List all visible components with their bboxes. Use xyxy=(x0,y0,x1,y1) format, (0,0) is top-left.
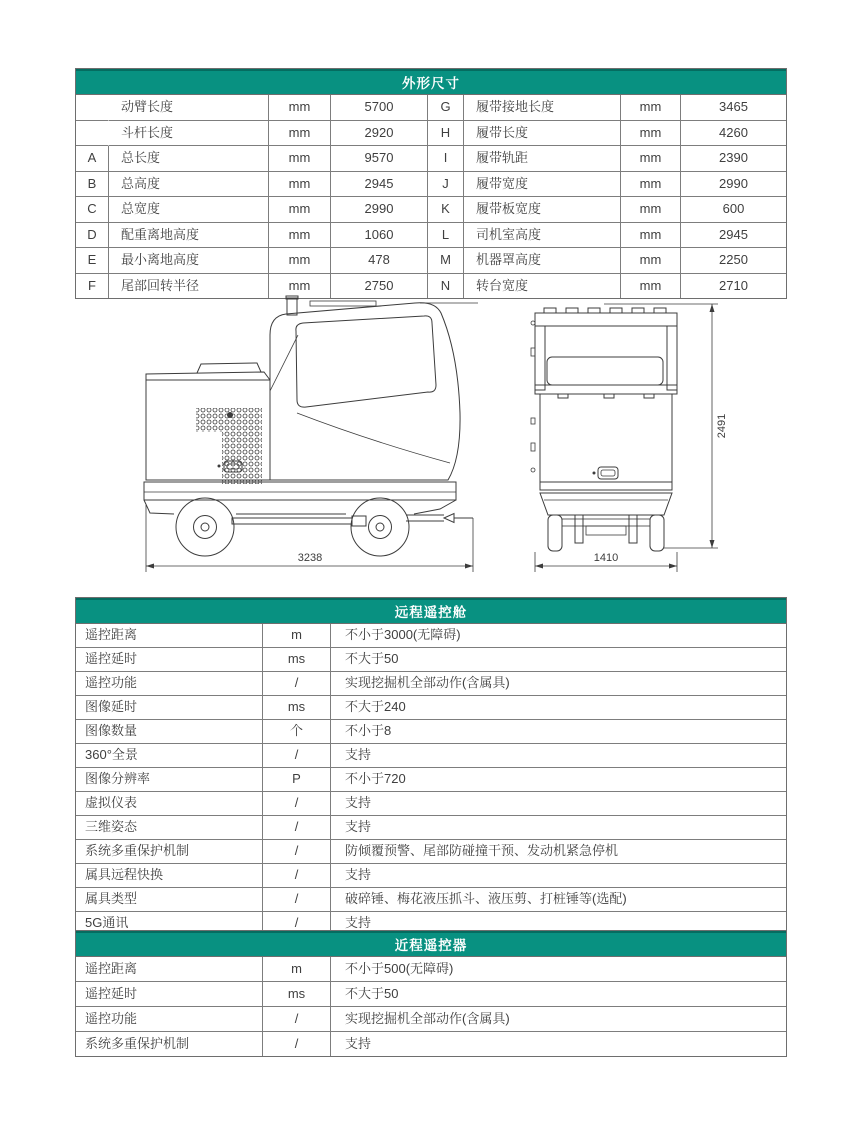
cell-letter_r: N xyxy=(428,274,464,299)
table-row xyxy=(76,95,786,121)
table-title-remote-cabin: 远程遥控舱 xyxy=(76,598,786,624)
cell-unit_l: mm xyxy=(269,146,331,172)
cell-value: 不大于50 xyxy=(331,982,786,1007)
antenna-detail xyxy=(286,296,298,315)
cell-unit_l: mm xyxy=(269,197,331,223)
cell-unit: / xyxy=(263,792,331,816)
cell-label: 图像延时 xyxy=(76,696,263,720)
cell-label_r: 履带宽度 xyxy=(464,172,621,198)
remote-controller-body xyxy=(76,957,786,1056)
cell-label_r: 机器罩高度 xyxy=(464,248,621,274)
cell-value: 支持 xyxy=(331,816,786,840)
roof-detail xyxy=(535,308,677,326)
table-row xyxy=(76,1032,786,1056)
cell-letter_r: K xyxy=(428,197,464,223)
table-row xyxy=(76,864,786,888)
cell-value: 防倾覆预警、尾部防碰撞干预、发动机紧急停机 xyxy=(331,840,786,864)
cell-label_r: 转台宽度 xyxy=(464,274,621,299)
table-row xyxy=(76,223,786,249)
table-row xyxy=(76,1007,786,1032)
dimension-rear-width xyxy=(535,552,677,572)
rear-body xyxy=(531,321,672,490)
cell-label: 5G通讯 xyxy=(76,912,263,935)
table-row xyxy=(76,172,786,198)
cell-unit: ms xyxy=(263,982,331,1007)
cell-label: 属具类型 xyxy=(76,888,263,912)
cell-value_r: 2390 xyxy=(681,146,786,172)
cell-unit: / xyxy=(263,912,331,935)
cell-label_l: 配重离地高度 xyxy=(109,223,269,249)
cell-label: 图像数量 xyxy=(76,720,263,744)
cell-value: 支持 xyxy=(345,1035,372,1051)
cell-unit: 个 xyxy=(263,720,331,744)
cell-value: 实现挖掘机全部动作(含属具) xyxy=(331,1007,786,1032)
cell-label_l: 总长度 xyxy=(109,146,269,172)
side-view-svg xyxy=(140,293,485,580)
cell-label_r: 履带板宽度 xyxy=(464,197,621,223)
cell-label: 系统多重保护机制 xyxy=(76,840,263,864)
table-row xyxy=(76,720,786,744)
tow-hitch xyxy=(406,514,473,523)
table-row xyxy=(76,888,786,912)
table-row xyxy=(76,744,786,768)
cell-value: 不小于720 xyxy=(331,768,786,792)
cell-unit_r: mm xyxy=(621,146,681,172)
table-row xyxy=(76,146,786,172)
outline-dimensions-body xyxy=(76,95,786,298)
cell-value: 支持 xyxy=(331,864,786,888)
engine-box-outline xyxy=(146,363,270,484)
cell-label: 遥控距离 xyxy=(76,957,263,982)
table-row xyxy=(76,957,786,982)
cell-value: 不小于8 xyxy=(331,720,786,744)
dimension-label-side-length: 3238 xyxy=(297,552,323,564)
cell-unit_l: mm xyxy=(269,95,331,121)
cell-value: 支持 xyxy=(331,744,786,768)
cell-unit_r: mm xyxy=(621,223,681,249)
table-row xyxy=(76,982,786,1007)
cell-letter_l: E xyxy=(76,248,109,274)
cab-outline xyxy=(270,301,478,480)
cell-letter_r: J xyxy=(428,172,464,198)
cell-unit: m xyxy=(263,624,331,648)
cell-unit: P xyxy=(263,768,331,792)
cell-letter_l xyxy=(76,121,109,147)
cell-unit: ms xyxy=(263,696,331,720)
cell-label: 遥控延时 xyxy=(76,982,263,1007)
cell-value_l: 2750 xyxy=(331,274,428,299)
cell-value: 不小于3000(无障碍) xyxy=(331,624,786,648)
cell-letter_l: B xyxy=(76,172,109,198)
cell-value: 支持 xyxy=(345,915,372,931)
cell-label_r: 履带轨距 xyxy=(464,146,621,172)
cell-value: 不大于240 xyxy=(331,696,786,720)
cell-value_l: 2945 xyxy=(331,172,428,198)
cell-label_l: 总宽度 xyxy=(109,197,269,223)
cell-value: 支持 xyxy=(331,792,786,816)
cell-unit: / xyxy=(263,1032,331,1056)
cell-label_l: 最小离地高度 xyxy=(109,248,269,274)
chassis-outline xyxy=(144,482,456,526)
cell-label: 遥控功能 xyxy=(76,1007,263,1032)
table-row xyxy=(76,121,786,147)
cell-letter_r: H xyxy=(428,121,464,147)
cell-label: 系统多重保护机制 xyxy=(76,1032,263,1056)
cell-letter_l: C xyxy=(76,197,109,223)
cell-value_l: 9570 xyxy=(331,146,428,172)
remote-controller-table xyxy=(75,930,787,1057)
rear-view-drawing xyxy=(528,293,733,580)
cell-value: 不大于50 xyxy=(331,648,786,672)
cell-label: 遥控距离 xyxy=(76,624,263,648)
cell-label_l: 动臂长度 xyxy=(109,95,269,121)
cell-unit_l: mm xyxy=(269,121,331,147)
cell-unit: / xyxy=(263,1007,331,1032)
table-title-remote-controller: 近程遥控器 xyxy=(76,931,786,957)
cell-unit: / xyxy=(263,864,331,888)
table-row xyxy=(76,792,786,816)
cell-unit_l: mm xyxy=(269,274,331,299)
cell-label: 图像分辨率 xyxy=(76,768,263,792)
cell-label_r: 司机室高度 xyxy=(464,223,621,249)
cell-value_r: 2990 xyxy=(681,172,786,198)
rear-window-frame xyxy=(535,326,677,398)
cell-unit_l: mm xyxy=(269,223,331,249)
rear-view-svg xyxy=(528,293,733,580)
cell-unit: / xyxy=(263,744,331,768)
cell-unit_l: mm xyxy=(269,248,331,274)
table-row xyxy=(76,816,786,840)
remote-cabin-body xyxy=(76,624,786,935)
dimension-label-rear-width: 1410 xyxy=(593,552,619,564)
cell-label: 三维姿态 xyxy=(76,816,263,840)
cell-value_l: 5700 xyxy=(331,95,428,121)
cell-unit_r: mm xyxy=(621,274,681,299)
cell-value_r: 2945 xyxy=(681,223,786,249)
cell-value_r: 600 xyxy=(681,197,786,223)
table-title-outline-dimensions: 外形尺寸 xyxy=(76,69,786,95)
cell-label: 属具远程快换 xyxy=(76,864,263,888)
cell-letter_r: M xyxy=(428,248,464,274)
cell-label: 虚拟仪表 xyxy=(76,792,263,816)
table-row xyxy=(76,672,786,696)
undercarriage xyxy=(540,493,672,551)
cell-value_r: 3465 xyxy=(681,95,786,121)
side-view-drawing xyxy=(140,293,485,580)
table-row xyxy=(76,840,786,864)
cell-unit_r: mm xyxy=(621,95,681,121)
cell-unit_r: mm xyxy=(621,172,681,198)
table-row xyxy=(76,624,786,648)
cell-label_r: 履带接地长度 xyxy=(464,95,621,121)
cell-value_l: 2990 xyxy=(331,197,428,223)
cell-value: 破碎锤、梅花液压抓斗、液压剪、打桩锤等(选配) xyxy=(331,888,786,912)
table-row xyxy=(76,248,786,274)
cell-unit_r: mm xyxy=(621,121,681,147)
cell-value_r: 2710 xyxy=(719,277,748,293)
cell-value_l: 1060 xyxy=(331,223,428,249)
dimension-rear-height xyxy=(604,304,728,548)
cell-unit_r: mm xyxy=(621,197,681,223)
cell-label_r: 履带长度 xyxy=(464,121,621,147)
cell-label_l: 尾部回转半径 xyxy=(109,274,269,299)
cell-label: 遥控功能 xyxy=(76,672,263,696)
table-row xyxy=(76,197,786,223)
cell-unit: / xyxy=(263,888,331,912)
remote-cabin-table xyxy=(75,597,787,936)
cell-unit: ms xyxy=(263,648,331,672)
cell-label: 360°全景 xyxy=(76,744,263,768)
wheels xyxy=(176,498,409,556)
cell-unit: / xyxy=(263,816,331,840)
cell-value_l: 2920 xyxy=(331,121,428,147)
cell-label_l: 总高度 xyxy=(109,172,269,198)
outline-dimensions-table xyxy=(75,68,787,299)
cell-letter_r: L xyxy=(428,223,464,249)
cell-label_l: 斗杆长度 xyxy=(109,121,269,147)
cell-value_l: 478 xyxy=(331,248,428,274)
cell-label: 遥控延时 xyxy=(76,648,263,672)
cell-letter_l: F xyxy=(76,274,109,299)
cell-letter_r: G xyxy=(428,95,464,121)
cell-letter_l: D xyxy=(76,223,109,249)
cell-letter_l: A xyxy=(76,146,109,172)
cell-unit_r: mm xyxy=(621,248,681,274)
cell-unit_l: mm xyxy=(269,172,331,198)
cell-value: 实现挖掘机全部动作(含属具) xyxy=(331,672,786,696)
table-row xyxy=(76,768,786,792)
cell-value: 不小于500(无障碍) xyxy=(331,957,786,982)
cell-letter_l xyxy=(76,95,109,121)
table-row xyxy=(76,696,786,720)
cell-unit: / xyxy=(263,672,331,696)
cell-value_r: 4260 xyxy=(681,121,786,147)
cell-unit: / xyxy=(263,840,331,864)
cell-value_r: 2250 xyxy=(681,248,786,274)
cell-letter_r: I xyxy=(428,146,464,172)
cell-unit: m xyxy=(263,957,331,982)
dimension-label-rear-height: 2491 xyxy=(716,413,728,439)
table-row xyxy=(76,648,786,672)
